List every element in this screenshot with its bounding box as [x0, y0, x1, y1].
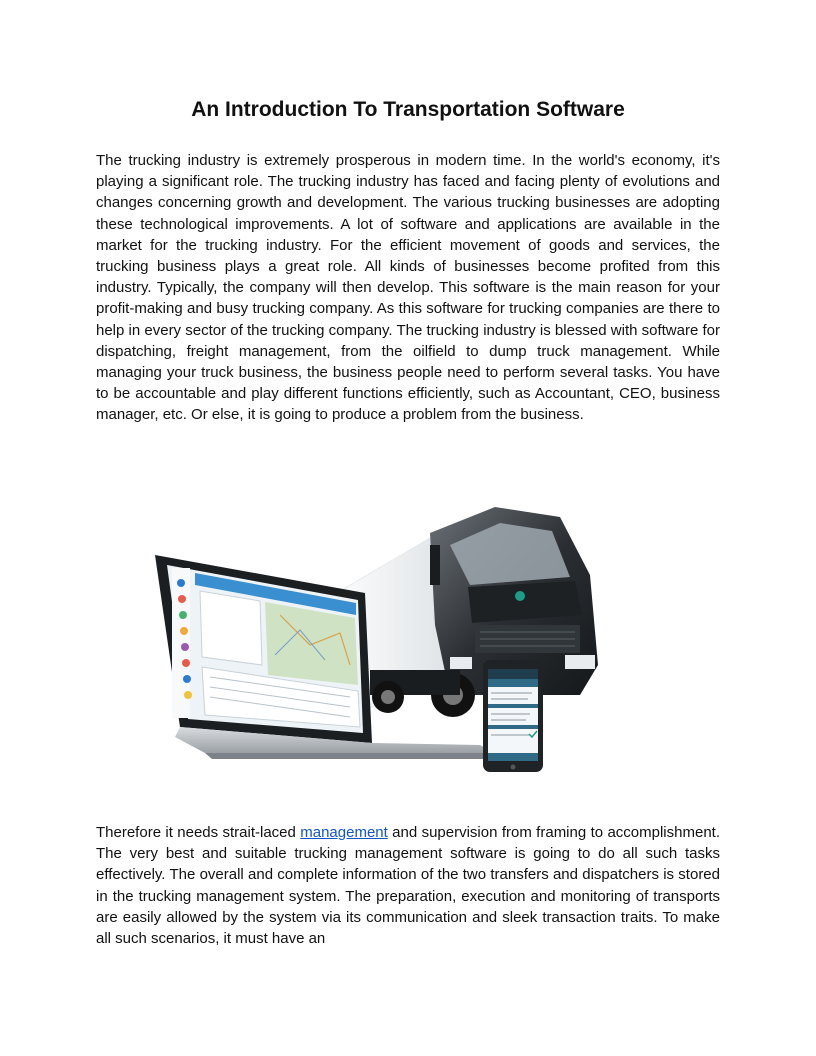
paragraph-text-start: Therefore it needs strait-laced — [96, 824, 301, 841]
intro-paragraph: The trucking industry is extremely prosperous in modern time. In the world's economy, it's playing a significant role. The trucking industry has faced and facing plenty of evolutions and changes concerning growth and development. The various trucking businesses are adopting these technological improvements. A lot of software and applications are available in the market for the trucking industry. For the efficient movement of goods and services, the trucking business plays a great role. All kinds of businesses become profited from this industry. Typically, the company will then develop. This software is the main reason for your profit-making and busy trucking company. As this software for trucking companies are there to help in every sector of the trucking company. The trucking industry is blessed with software for dispatching, freight management, from the oilfield to dump truck management. While managing your truck business, the business people need to perform several tasks. You have to be accountable and play different functions efficiently, such as Accountant, CEO, business manager, etc. Or else, it is going to produce a problem from the business. — [96, 152, 720, 424]
management-link[interactable]: management — [300, 824, 388, 841]
transport-software-illustration — [150, 505, 620, 775]
document-title: An Introduction To Transportation Software — [191, 98, 625, 121]
management-paragraph — [96, 822, 720, 949]
phone-icon — [483, 660, 543, 772]
paragraph-text-end: and supervision from framing to accomplishment. The very best and suitable trucking management software is going to do all such tasks effectively. The overall and complete information of the two transfers and dispatchers is stored in the trucking management system. The preparation, execution and monitoring of transports are easily allowed by the system via its communication and sleek transaction traits. To make all such scenarios, it must have an — [96, 824, 720, 948]
